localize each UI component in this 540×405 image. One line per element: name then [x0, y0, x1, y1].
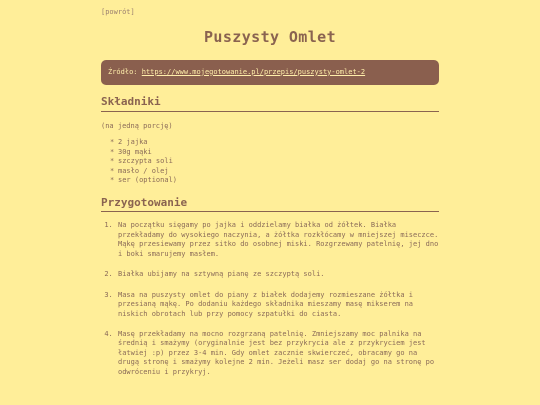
ingredient-item: * 2 jajka — [118, 138, 439, 147]
preparation-steps — [101, 221, 439, 377]
ingredient-item: * szczypta soli — [118, 157, 439, 166]
preparation-step: 1. Na początku sięgamy po jajka i oddzielamy białka od żółtek. Białka przekładamy do wysokiego naczynia, a żółtka rozkłócamy w mniejszej miseczce. Mąkę przesiewamy przez sitko do osobnej miski. Rozgrzewamy patelnię, jej dno i boki smarujemy masłem. — [117, 221, 439, 259]
ingredients-heading: Składniki — [101, 95, 439, 112]
preparation-step: 3. Masa na puszysty omlet do piany z białek dodajemy rozmieszane żółtka i przesianą mąkę. Po dodaniu każdego składnika mieszamy masę mikserem na niskich obrotach lub przy pomocy szpatułki do ciasta. — [117, 291, 439, 319]
ingredients-list — [101, 138, 439, 185]
back-link[interactable]: [powrót] — [101, 8, 135, 16]
page-title: Puszysty Omlet — [203, 28, 337, 47]
ingredient-item: * 30g mąki — [118, 148, 439, 157]
ingredients-note: (na jedną porcję) — [101, 121, 173, 130]
ingredient-item: * ser (optional) — [118, 176, 439, 185]
preparation-step: 4. Masę przekładamy na mocno rozgrzaną patelnię. Zmniejszamy moc palnika na średnią i smażymy (oryginalnie jest bez przykrycia ale z przykryciem jest łatwiej :p) przez 3-4 min. Gdy omlet zacznie skwierczeć, obracamy go na drugą stronę i smażymy kolejne 2 min. Jeżeli masz ser dodaj go na stronę po odwróceniu i przykryj. — [117, 330, 439, 377]
preparation-step: 2. Białka ubijamy na sztywną pianę ze szczyptą soli. — [117, 270, 439, 279]
source-link[interactable]: https://www.mojegotowanie.pl/przepis/puszysty-omlet-2 — [141, 67, 366, 76]
source-label: Źródło: — [108, 67, 138, 76]
ingredient-item: * masło / olej — [118, 167, 439, 176]
preparation-heading: Przygotowanie — [101, 196, 439, 213]
recipe-page — [101, 8, 439, 388]
source-box — [101, 60, 439, 85]
